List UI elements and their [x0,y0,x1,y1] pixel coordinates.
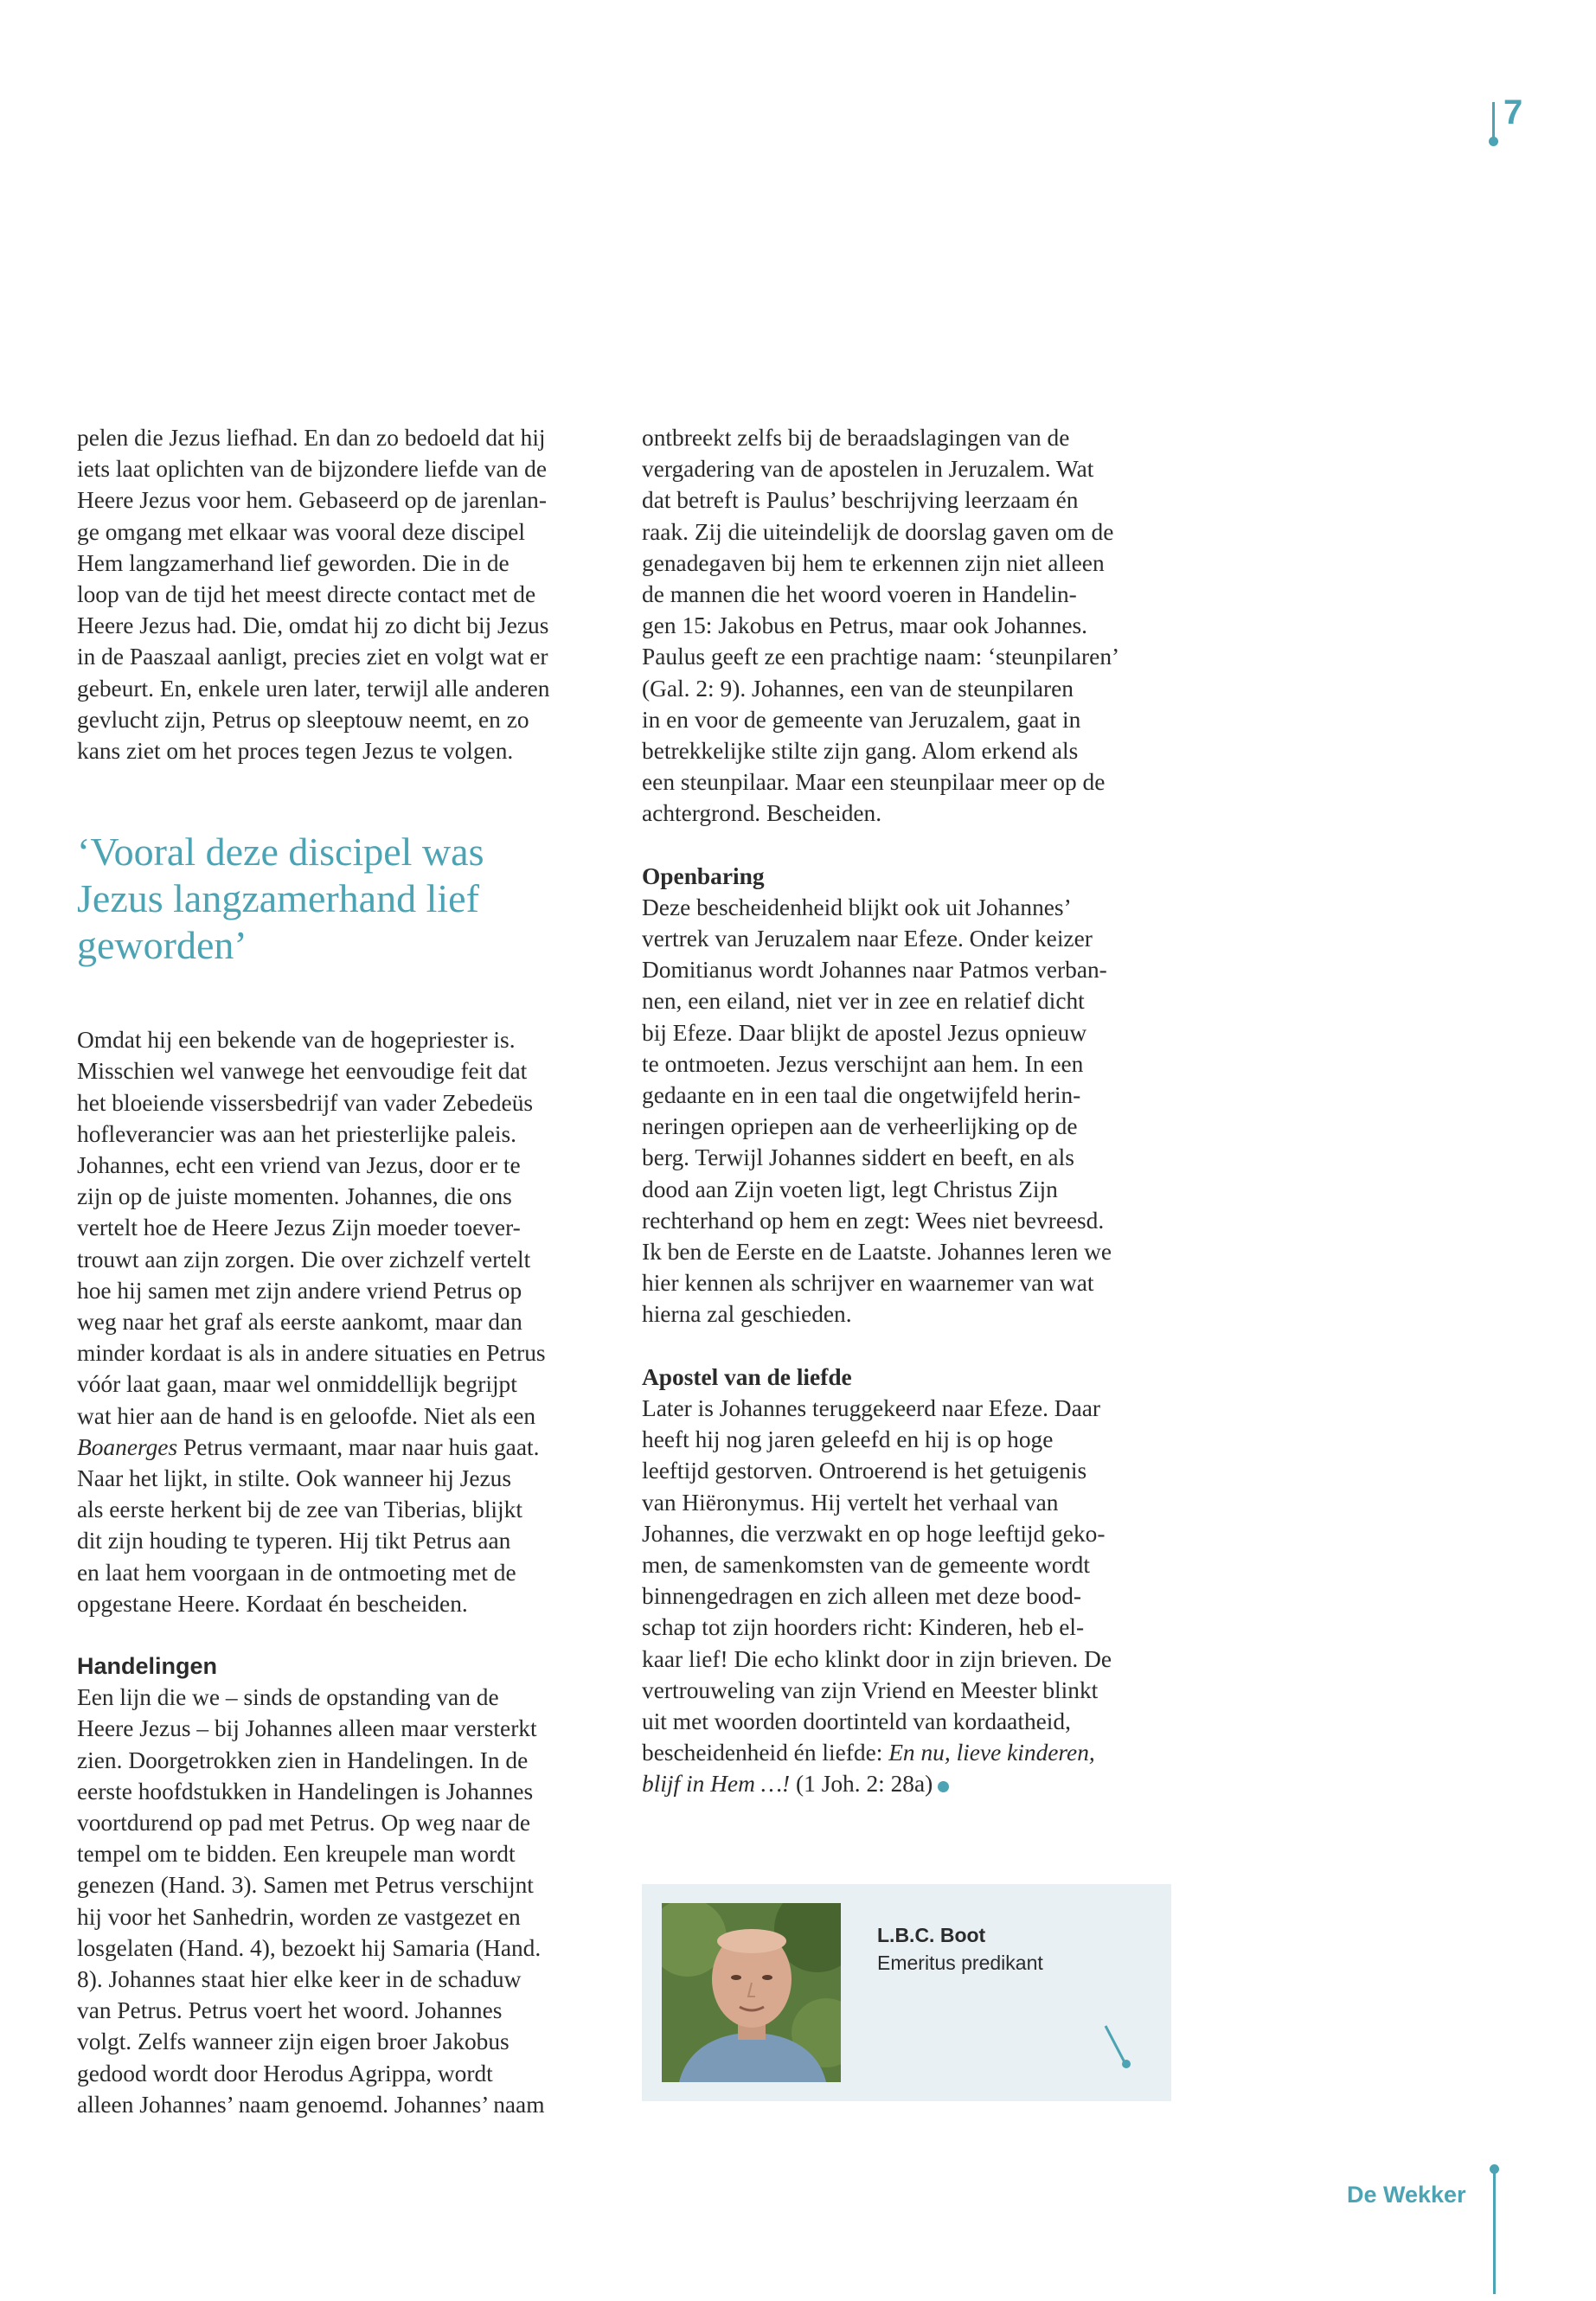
pull-quote: ‘Vooral deze discipel was Jezus langzamerhand lief geworden’ [77,830,484,968]
right-column [642,422,1174,1800]
decorative-line-icon [1100,2022,1135,2074]
section-heading-handelingen: Handelingen [77,1653,218,1680]
footer-rule [1493,2168,1496,2294]
body-paragraph-4: Deze bescheidenheid blijkt ook uit Johannes’ vertrek van Jeruzalem naar Efeze. Onder keizer Domitianus wordt Johannes naar Patmos verban- nen, een eiland, niet ver in zee en relatief dicht bij Efeze. Daar blijkt de apostel Jezus opnieuw te ontmoeten. Jezus verschijnt aan hem. In een gedaante en in een taal die ongetwijfeld herin- neringen opriepen aan de verheerlijking op de berg. Terwijl Johannes siddert en beeft, en als dood aan Zijn voeten ligt, legt Christus Zijn rechterhand op hem en zegt: Wees niet bevreesd. Ik ben de Eerste en de Laatste. Johannes leren we hier kennen als schrijver en waarnemer van wat hierna zal geschieden. [642,894,1112,1328]
author-name: L.B.C. Boot [877,1924,986,1946]
body-paragraph-5: Later is Johannes teruggekeerd naar Efeze. Daar heeft hij nog jaren geleefd en hij is op hoge leeftijd gestorven. Ontroerend is het getuigenis van Hiëronymus. Hij vertelt het verhaal van Johannes, die verzwakt en op hoge leeftijd geko- men, de samenkomsten van de gemeente wordt binnengedragen en zich alleen met deze bood- schap tot zijn hoorders richt: Kinderen, heb el- kaar lief! Die echo klinkt door in zijn brieven. De vertrouweling van zijn Vriend en Meester blinkt uit met woorden doortinteld van kordaatheid, bescheidenheid én liefde: En nu, lieve kinderen, blijf in Hem …! (1 Joh. 2: 28a) [642,1394,1112,1798]
body-paragraph-2: Een lijn die we – sinds de opstanding van de Heere Jezus – bij Johannes alleen maar versterkt zien. Doorgetrokken zien in Handelingen. In de eerste hoofdstukken in Handelingen is Johannes voortdurend op pad met Petrus. Op weg naar de tempel om te bidden. Een kreupele man wordt genezen (Hand. 3). Samen met Petrus verschijnt hij voor het Sanhedrin, worden ze vastgezet en losgelaten (Hand. 4), bezoekt hij Samaria (Hand. 8). Johannes staat hier elke keer in de schaduw van Petrus. Petrus voert het woord. Johannes volgt. Zelfs wanneer zijn eigen broer Jakobus gedood wordt door Herodus Agrippa, wordt alleen Johannes’ naam genoemd. Johannes’ naam [77,1684,545,2118]
page-number-dot [1489,137,1498,146]
page-number: 7 [1503,93,1523,131]
author-box [642,1884,1171,2101]
magazine-name: De Wekker [1347,2182,1466,2208]
section-heading-openbaring: Openbaring [642,862,765,889]
intro-paragraph: pelen die Jezus liefhad. En dan zo bedoeld dat hij iets laat oplichten van de bijzondere liefde van de Heere Jezus voor hem. Gebaseerd op de jarenlan- ge omgang met elkaar was vooral deze discipel Hem langzamerhand lief geworden. Die in de loop van de tijd het meest directe contact met de Heere Jezus had. Die, omdat hij zo dicht bij Jezus in de Paaszaal aanligt, precies ziet en volgt wat er gebeurt. En, enkele uren later, terwijl alle anderen gevlucht zijn, Petrus op sleeptouw neemt, en zo kans ziet om het proces tegen Jezus te volgen. [77,425,550,765]
body-paragraph-3: ontbreekt zelfs bij de beraadslagingen van de vergadering van de apostelen in Jeruzalem. Wat dat betreft is Paulus’ beschrijving leerzaam én raak. Zij die uiteindelijk de doorslag gaven om de genadegaven bij hem te erkennen zijn niet alleen de mannen die het woord voeren in Handelin- gen 15: Jakobus en Petrus, maar ook Johannes. Paulus geeft ze een prachtige naam: ‘steunpilaren’ (Gal. 2: 9). Johannes, een van de steunpilaren in en voor de gemeente van Jeruzalem, gaat in betrekkelijke stilte zijn gang. Alom erkend als een steunpilaar. Maar een steunpilaar meer op de achtergrond. Bescheiden. [642,425,1120,827]
footer-rule-dot [1490,2164,1499,2174]
body-paragraph-1: Omdat hij een bekende van de hogepriester is. Misschien wel vanwege het eenvoudige feit dat het bloeiende vissersbedrijf van vader Zebedeüs hofleverancier was aan het priesterlijke paleis. Johannes, echt een vriend van Jezus, door er te zijn op de juiste momenten. Johannes, die ons vertelt hoe de Heere Jezus Zijn moeder toever- trouwt aan zijn zorgen. Die over zichzelf vertelt hoe hij samen met zijn andere vriend Petrus op weg naar het graf als eerste aankomt, maar dan minder kordaat is als in andere situaties en Petrus vóór laat gaan, maar wel onmiddellijk begrijpt wat hier aan de hand is en geloofde. Niet als een Boanerges Petrus vermaant, maar naar huis gaat. Naar het lijkt, in stilte. Ook wanneer hij Jezus als eerste herkent bij de zee van Tiberias, blijkt dit zijn houding te typeren. Hij tikt Petrus aan en laat hem voorgaan in de ontmoeting met de opgestane Heere. Kordaat én bescheiden. [77,1027,546,1617]
author-role: Emeritus predikant [877,1952,1043,1974]
section-heading-apostel: Apostel van de liefde [642,1363,852,1390]
end-mark-dot [938,1781,949,1792]
author-portrait-illustration [662,1903,841,2082]
author-photo [662,1903,841,2082]
left-column [77,422,606,2120]
page-number-line [1492,102,1495,140]
